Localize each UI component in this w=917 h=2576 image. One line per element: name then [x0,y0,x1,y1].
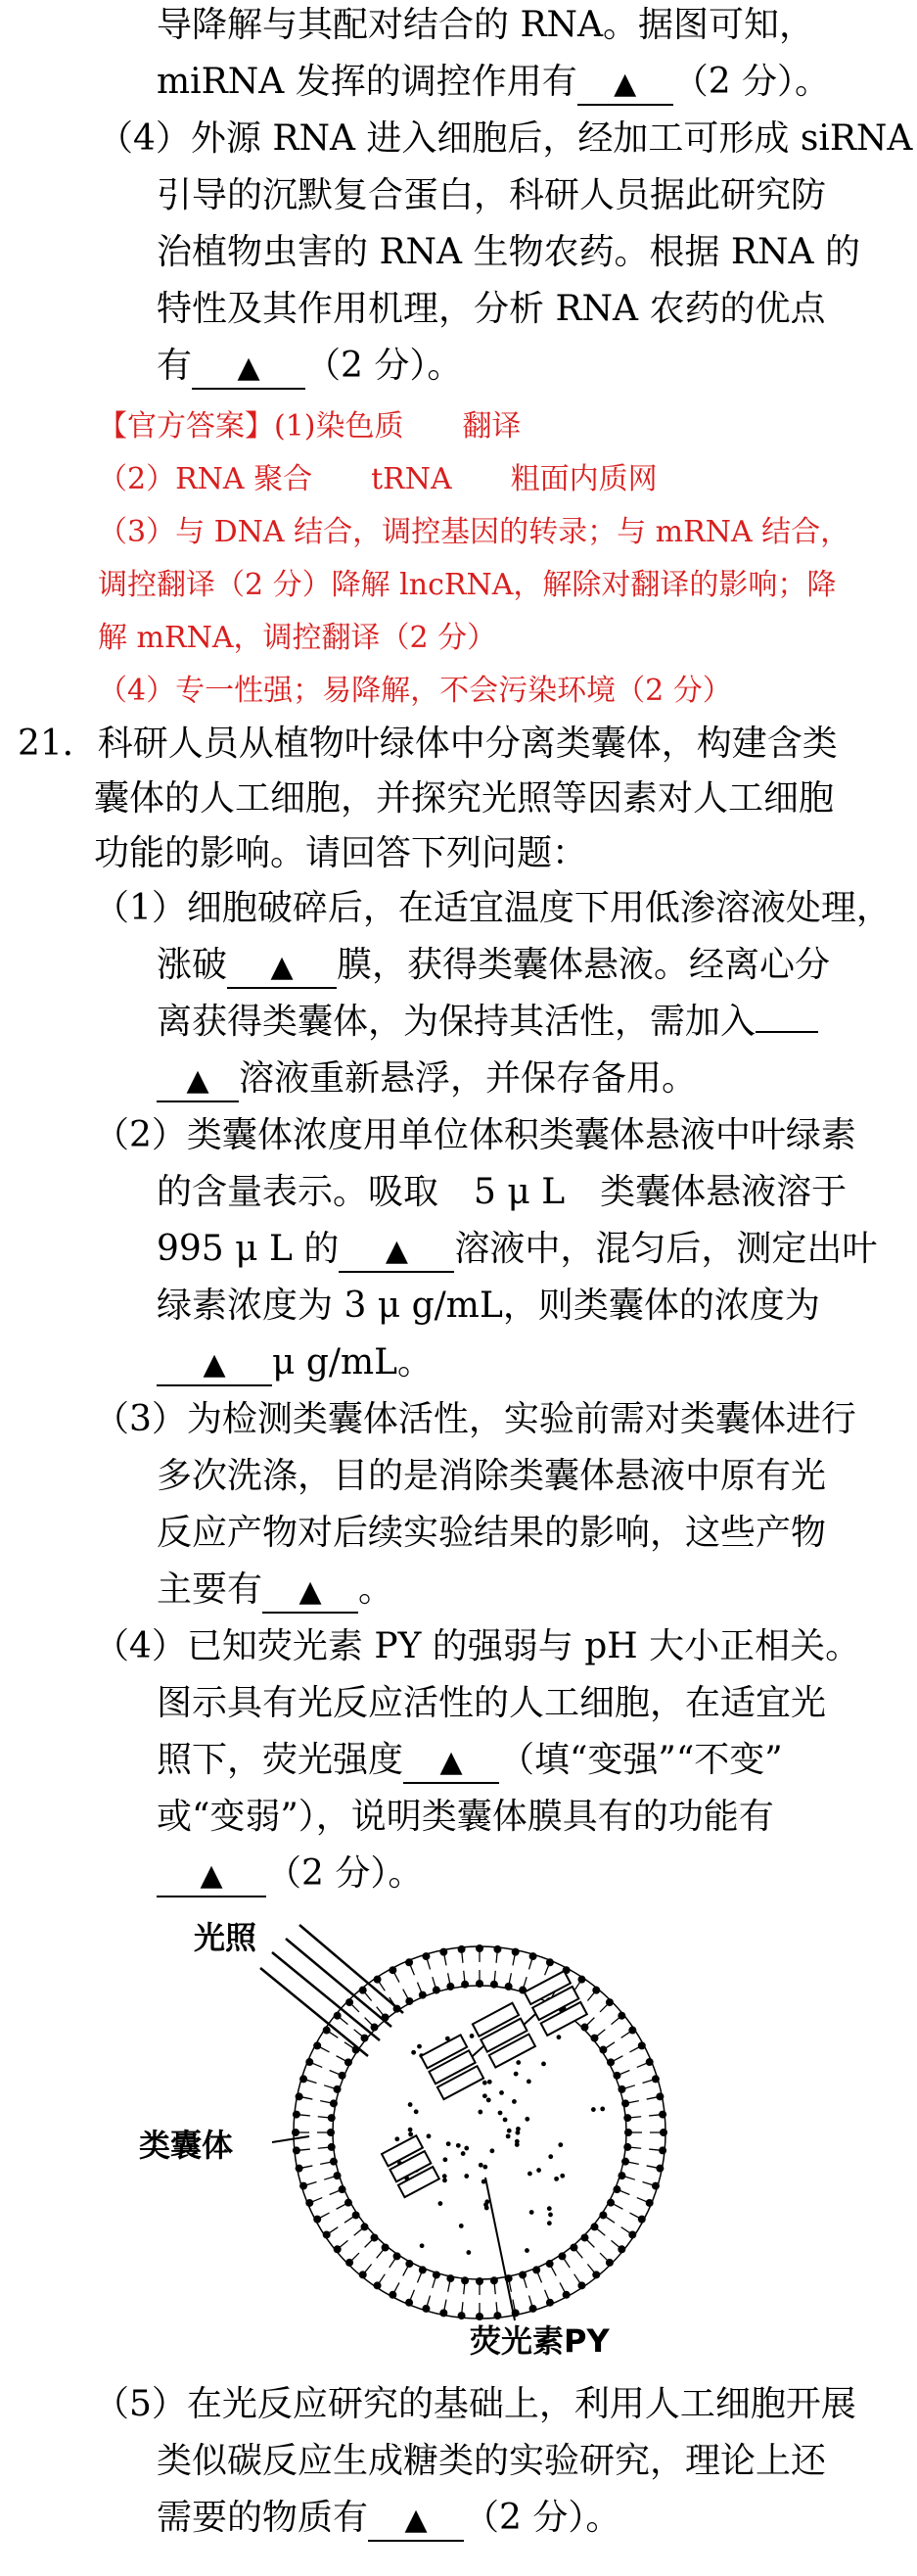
answer-line: 【官方答案】(1)染色质 翻译 [98,409,522,444]
answer-blank [368,2499,464,2542]
lipid-head [476,2277,483,2285]
fluorescein-dot [486,2097,491,2102]
answer-blank-end [157,1059,239,1102]
q20-part4-line: （4）外源 RNA 进入细胞后，经加工可形成 siRNA [98,118,913,159]
triangle-icon: ▲ [270,950,294,984]
thylakoid-label: 类囊体 [139,2127,234,2164]
fluorescein-dot [515,2139,520,2144]
q21-stem: 囊体的人工细胞，并探究光照等因素对人工细胞 [94,778,835,819]
q20-part4-line: 特性及其作用机理，分析 RNA 农药的优点 [157,289,826,329]
q21-part2-line: （2）类囊体浓度用单位体积类囊体悬液中叶绿素 [94,1115,856,1155]
fluorescein-dot [466,2250,471,2255]
fluorescein-dot [411,2050,416,2055]
q21-part2-blank-line: 995 μ L 的 ▲ 溶液中，混匀后，测定出叶 [157,1226,877,1273]
fluorescein-dots [393,2034,605,2255]
fluorescein-dot [514,2072,519,2077]
fluorescein-dot [459,2224,464,2228]
fluorescein-dot [408,2131,413,2136]
fluorescein-dot [483,2202,488,2207]
q20-blank-line: miRNA 发挥的调控作用有 ▲ （2 分）。 [157,59,830,106]
q21-part4-line: 图示具有光反应活性的人工细胞，在适宜光 [157,1683,827,1723]
fluorescein-dot [506,2133,511,2138]
fluorescein-dot [536,2168,541,2173]
fluorescein-dot [547,2221,552,2225]
fluorescein-dot [442,2157,447,2162]
q20-part4-blank-line: 有 ▲ （2 分）。 [157,343,462,390]
fluorescein-dot [420,2243,425,2248]
q20-part4-line: 引导的沉默复合蛋白，科研人员据此研究防 [157,175,827,215]
q21-part4-line: （4）已知荧光素 PY 的强弱与 pH 大小正相关。 [94,1626,861,1666]
lipid-head [660,2129,667,2136]
fluorescein-dot [547,2206,552,2211]
thylakoid-stack [382,2135,439,2197]
q21-part2-blank-line: ▲ μ g/mL。 [157,1339,433,1386]
answer-blank [157,1343,272,1386]
answer-line: （2）RNA 聚合 tRNA 粗面内质网 [98,462,658,496]
fluorescein-pointer-line [485,2178,515,2320]
triangle-icon: ▲ [385,1234,408,1268]
fluorescein-dot [554,2177,559,2181]
lipid-head [476,1944,483,1952]
q21-part5-blank-line: 需要的物质有 ▲ （2 分）。 [157,2495,620,2542]
fluorescein-dot [499,2090,504,2095]
fluorescein-dot [557,2035,562,2039]
fluorescein-dot [516,2060,521,2065]
answer-blank [157,1854,266,1897]
artificial-cell-figure [139,1909,705,2360]
answer-line: 解 mRNA，调控翻译（2 分） [98,621,497,655]
q21-part2-line: 的含量表示。吸取 5 μ L 类囊体悬液溶于 [157,1172,848,1212]
fluorescein-dot [558,2142,563,2147]
fluorescein-dot [507,2129,512,2133]
answer-blank-start [756,1031,818,1033]
triangle-icon: ▲ [298,1574,322,1609]
fluorescein-dot [437,2201,442,2206]
q21-part3-line: 多次洗涤，目的是消除类囊体悬液中原有光 [157,1456,827,1496]
lipid-head [476,2313,483,2320]
triangle-icon: ▲ [237,351,260,385]
fluorescein-dot [394,2136,399,2141]
answer-line: （4）专一性强；易降解，不会污染环境（2 分） [98,674,732,708]
q21-part3-blank-line: 主要有 ▲ 。 [157,1567,393,1614]
triangle-icon: ▲ [439,1745,463,1779]
lipid-head [292,2129,299,2136]
lipid-head [327,2129,335,2136]
lipid-head [624,2129,632,2136]
triangle-icon: ▲ [200,1858,223,1893]
fluorescein-dot [560,2174,565,2178]
fluorescein-dot [464,2174,469,2178]
thylakoid-pointer-line [272,2136,309,2142]
triangle-icon: ▲ [614,67,637,101]
fluorescein-dot [408,2102,413,2107]
fluorescein-dot [446,2141,451,2146]
q21-part4-blank-line: ▲ （2 分）。 [157,1850,423,1897]
light-arrows [260,1925,403,2056]
q21-part1-line: （1）细胞破碎后，在适宜温度下用低渗溶液处理， [94,888,892,928]
triangle-icon: ▲ [186,1063,209,1098]
q21-part5-line: 类似碳反应生成糖类的实验研究，理论上还 [157,2441,827,2481]
fluorescein-dot [512,2099,517,2104]
answer-blank [227,946,337,989]
answer-blank [262,1570,358,1614]
q21-stem: 功能的影响。请回答下列问题： [94,833,588,873]
fluorescein-dot [489,2148,494,2153]
q21-part2-line: 绿素浓度为 3 μ g/mL，则类囊体的浓度为 [157,1286,820,1326]
answer-line: （3）与 DNA 结合，调控基因的转录；与 mRNA 结合， [98,515,850,549]
fluorescein-dot [548,2213,553,2218]
answer-blank [339,1230,454,1273]
fluorescein-dot [456,2143,461,2148]
fluorescein-dot [548,2154,553,2159]
triangle-icon: ▲ [203,1347,226,1382]
fluorescein-dot [591,2107,596,2112]
fluorescein-dot [482,2081,487,2085]
q21-part3-line: （3）为检测类囊体活性，实验前需对类囊体进行 [94,1399,856,1439]
q21-part1-blank-line: ▲ 溶液重新悬浮，并保存备用。 [157,1055,697,1102]
fluorescein-dot [498,2111,503,2116]
q21-part4-line: 或“变弱”），说明类囊体膜具有的功能有 [157,1797,774,1837]
q21-part3-line: 反应产物对后续实验结果的影响，这些产物 [157,1513,827,1553]
answer-blank [577,63,673,106]
q21-part4-blank-line: 照下，荧光强度 ▲ （填“变强”“不变” [157,1737,783,1784]
light-label: 光照 [194,1919,257,1956]
fluorescein-dot [417,2044,422,2049]
fluorescein-dot [442,2174,447,2178]
fluorescein-dot [427,2133,432,2138]
fluorescein-dot [478,2110,482,2115]
fluorescein-dot [525,2248,529,2253]
fluorescein-dot [470,2034,475,2038]
fluorescein-dot [541,2061,546,2066]
q21-stem: 21．科研人员从植物叶绿体中分离类囊体，构建含类 [18,724,838,764]
fluorescein-dot [516,2131,521,2135]
fluorescein-dot [408,2128,413,2132]
fluorescein-dot [527,2172,532,2177]
fluorescein-dot [442,2178,447,2182]
fluorescein-dot [527,2079,531,2084]
fluorescein-dot [464,2146,469,2151]
lipid-head [476,1980,483,1988]
fluorescein-dot [479,2163,483,2168]
q21-part5-line: （5）在光反应研究的基础上，利用人工细胞开展 [94,2384,856,2424]
q20-part4-line: 治植物虫害的 RNA 生物农药。根据 RNA 的 [157,232,860,272]
fluorescein-dot [482,2093,487,2098]
answer-blank [192,347,305,390]
fluorescein-dot [414,2109,419,2114]
answer-line: 调控翻译（2 分）降解 lncRNA，解除对翻译的影响；降 [98,568,837,602]
fluorescein-dot [525,2117,529,2122]
fluorescein-dot [461,2151,466,2156]
fluorescein-dot [482,2165,487,2170]
fluorescein-dot [487,2080,492,2084]
triangle-icon: ▲ [404,2503,428,2537]
fluorescein-dot [529,2210,534,2215]
answer-blank [403,1741,499,1784]
fluorescein-dot [600,2107,605,2112]
q21-part1-blank-line: 离获得类囊体，为保持其活性，需加入 [157,999,818,1046]
q20-line: 导降解与其配对结合的 RNA。据图可知， [157,5,815,45]
q21-part1-blank-line: 涨破 ▲ 膜，获得类囊体悬液。经离心分 [157,942,830,989]
fluorescein-label: 荧光素PY [470,2322,610,2360]
fluorescein-dot [503,2118,508,2123]
